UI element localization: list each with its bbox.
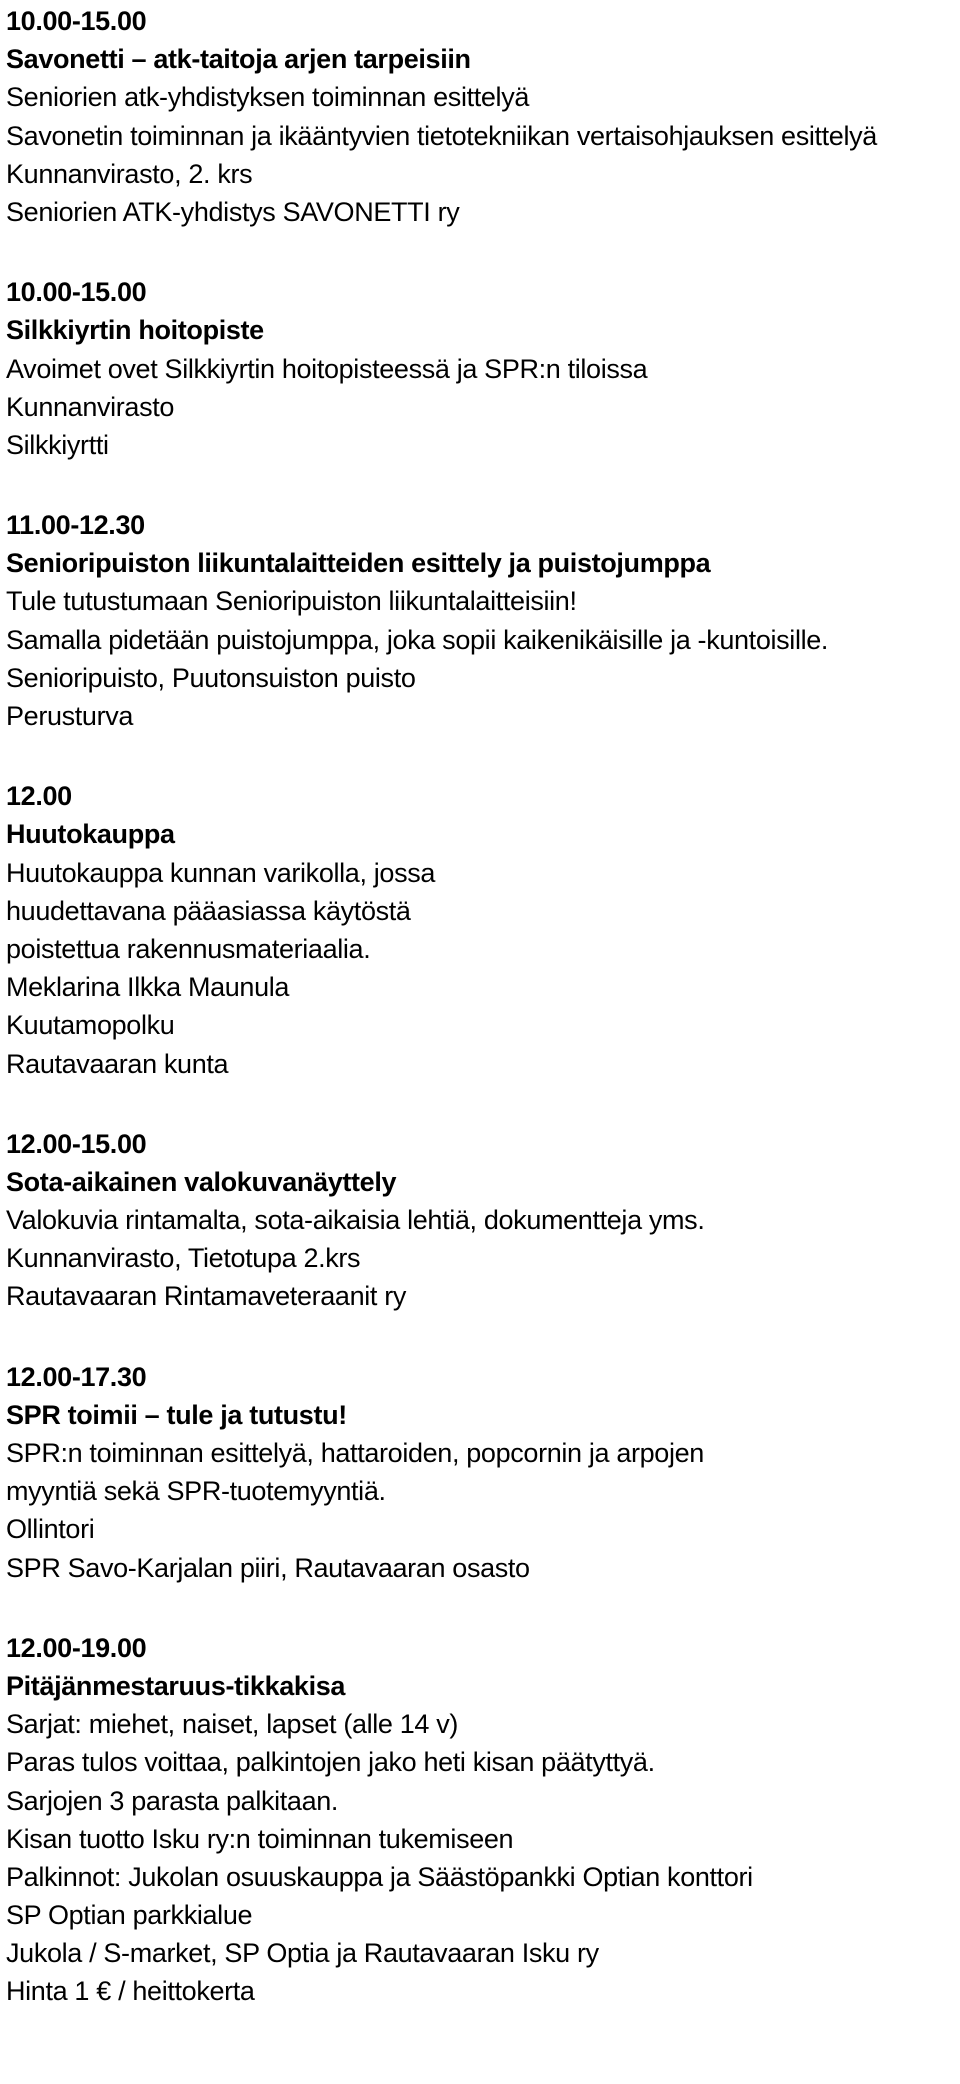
- event-detail-line: Samalla pidetään puistojumppa, joka sopii kaikenikäisille ja -kuntoisille.: [6, 624, 829, 655]
- event-block: [6, 2, 960, 231]
- event-detail-line: Paras tulos voittaa, palkintojen jako heti kisan päätyttyä.: [6, 1747, 655, 1778]
- event-title: Huutokauppa: [6, 819, 175, 850]
- event-detail-line: poistettua rakennusmateriaalia.: [6, 933, 371, 964]
- event-detail-line: Valokuvia rintamalta, sota-aikaisia lehtiä, dokumentteja yms.: [6, 1205, 705, 1236]
- event-detail-line: Kisan tuotto Isku ry:n toiminnan tukemiseen: [6, 1823, 514, 1854]
- event-detail-line: huudettavana pääasiassa käytöstä: [6, 895, 411, 926]
- event-title: SPR toimii – tule ja tutustu!: [6, 1399, 347, 1430]
- event-detail-line: Seniorien ATK-yhdistys SAVONETTI ry: [6, 196, 460, 227]
- event-title: Sota-aikainen valokuvanäyttely: [6, 1166, 397, 1197]
- event-detail-line: Huutokauppa kunnan varikolla, jossa: [6, 857, 436, 888]
- event-detail-line: Kunnanvirasto, Tietotupa 2.krs: [6, 1243, 361, 1274]
- event-detail-line: Kuutamopolku: [6, 1010, 175, 1041]
- event-detail-line: SPR Savo-Karjalan piiri, Rautavaaran osasto: [6, 1552, 530, 1583]
- event-detail-line: myyntiä sekä SPR-tuotemyyntiä.: [6, 1476, 386, 1507]
- event-detail-line: Silkkiyrtti: [6, 429, 109, 460]
- event-block: [6, 273, 960, 464]
- event-detail-line: Tule tutustumaan Senioripuiston liikuntalaitteisiin!: [6, 586, 577, 617]
- event-title: Senioripuiston liikuntalaitteiden esittely ja puistojumppa: [6, 548, 711, 579]
- event-block: [6, 1358, 960, 1587]
- event-detail-line: Ollintori: [6, 1514, 95, 1545]
- event-detail-line: Sarjat: miehet, naiset, lapset (alle 14 v): [6, 1709, 459, 1740]
- event-time: 11.00-12.30: [6, 510, 145, 541]
- event-block: [6, 777, 960, 1083]
- event-detail-line: Savonetin toiminnan ja ikääntyvien tietotekniikan vertaisohjauksen esittelyä: [6, 120, 877, 151]
- event-block: [6, 1629, 960, 2011]
- event-detail-line: Seniorien atk-yhdistyksen toiminnan esittelyä: [6, 82, 530, 113]
- event-detail-line: Perusturva: [6, 701, 134, 731]
- event-time: 10.00-15.00: [6, 277, 147, 308]
- event-detail-line: Hinta 1 € / heittokerta: [6, 1976, 255, 2007]
- event-block: [6, 1125, 960, 1316]
- event-time: 12.00-15.00: [6, 1128, 147, 1159]
- event-detail-line: Rautavaaran Rintamaveteraanit ry: [6, 1281, 407, 1312]
- event-title: Pitäjänmestaruus-tikkakisa: [6, 1670, 346, 1701]
- event-detail-line: Kunnanvirasto, 2. krs: [6, 158, 253, 189]
- event-list: [6, 2, 960, 2011]
- event-detail-line: Palkinnot: Jukolan osuuskauppa ja Säästöpankki Optian konttori: [6, 1861, 753, 1892]
- event-time: 12.00: [6, 781, 72, 812]
- event-detail-line: Jukola / S-market, SP Optia ja Rautavaaran Isku ry: [6, 1938, 599, 1969]
- event-detail-line: Rautavaaran kunta: [6, 1048, 229, 1079]
- event-detail-line: Meklarina Ilkka Maunula: [6, 972, 290, 1003]
- event-detail-line: Kunnanvirasto: [6, 391, 175, 422]
- event-title: Savonetti – atk-taitoja arjen tarpeisiin: [6, 44, 471, 75]
- event-detail-line: SPR:n toiminnan esittelyä, hattaroiden, popcornin ja arpojen: [6, 1438, 704, 1468]
- event-time: 12.00-17.30: [6, 1361, 147, 1392]
- event-time: 12.00-19.00: [6, 1632, 147, 1663]
- event-detail-line: Sarjojen 3 parasta palkitaan.: [6, 1785, 339, 1816]
- event-detail-line: Avoimet ovet Silkkiyrtin hoitopisteessä ja SPR:n tiloissa: [6, 353, 648, 384]
- event-title: Silkkiyrtin hoitopiste: [6, 315, 264, 346]
- event-detail-line: SP Optian parkkialue: [6, 1900, 253, 1931]
- event-time: 10.00-15.00: [6, 6, 147, 36]
- event-detail-line: Senioripuisto, Puutonsuiston puisto: [6, 662, 416, 693]
- event-block: [6, 506, 960, 735]
